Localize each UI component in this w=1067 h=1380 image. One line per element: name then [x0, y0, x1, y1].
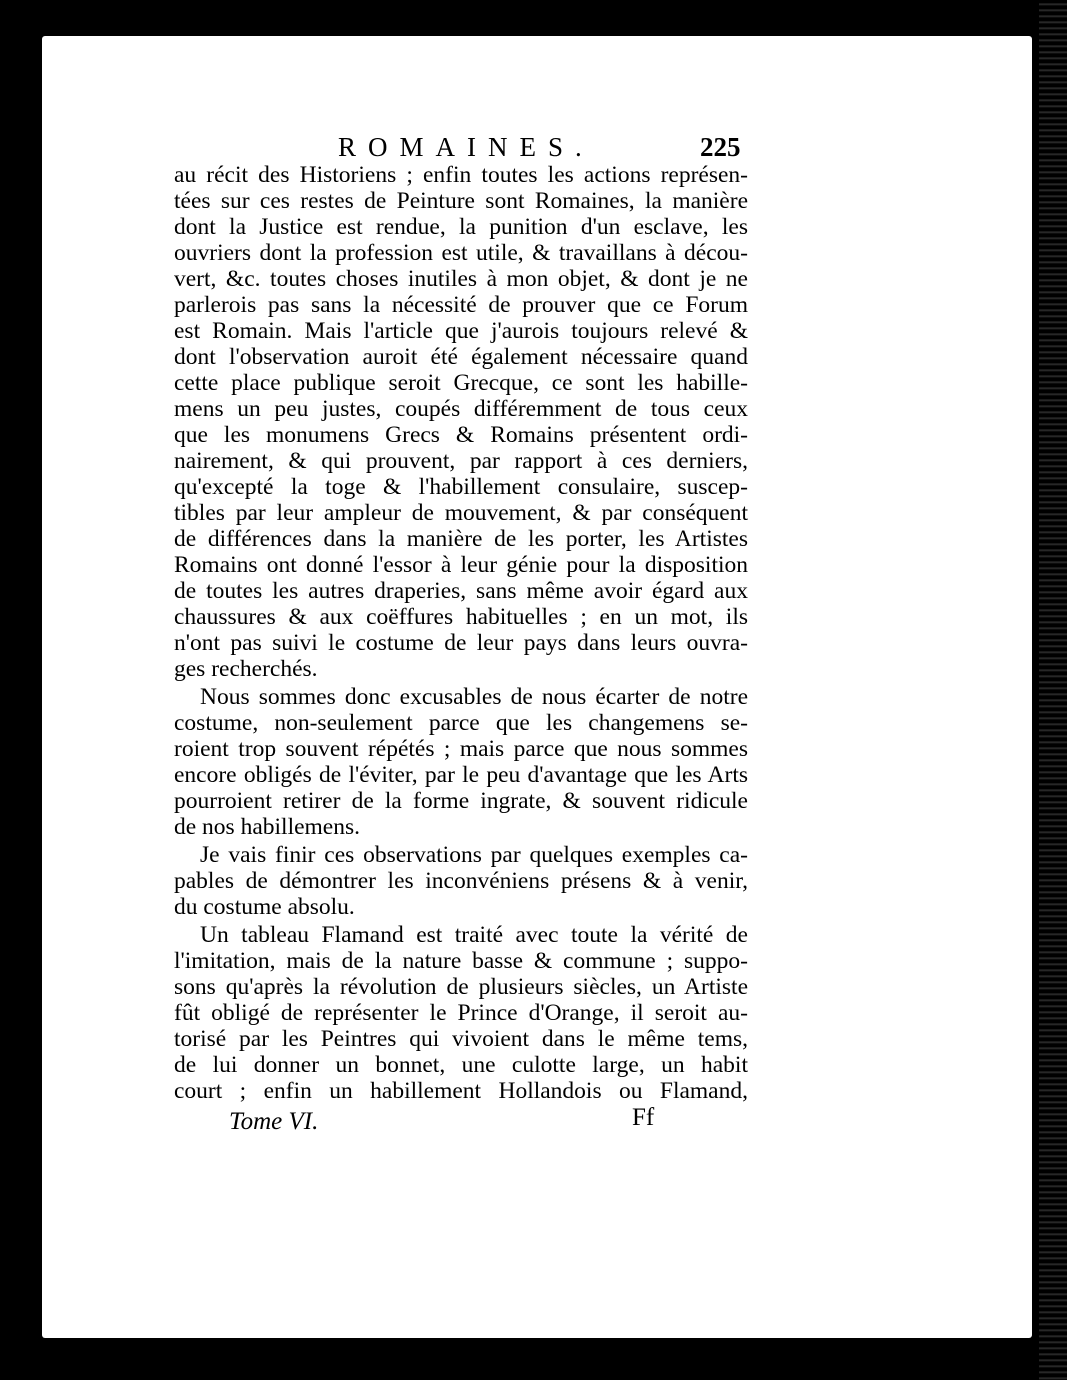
paragraph-start-line: Nous sommes donc excusables de nous écarter de notre [200, 684, 748, 710]
text-line: de toutes les autres draperies, sans même avoir égard aux [174, 578, 748, 604]
text-line: fût obligé de représenter le Prince d'Orange, il seroit au- [174, 1000, 748, 1026]
text-line: roient trop souvent répétés ; mais parce que nous sommes [174, 736, 748, 762]
text-line: costume, non-seulement parce que les changemens se- [174, 710, 748, 736]
paragraph-start-line: Un tableau Flamand est traité avec toute la vérité de [200, 922, 748, 948]
text-line: l'imitation, mais de la nature basse & commune ; suppo- [174, 948, 748, 974]
text-line: tées sur ces restes de Peinture sont Romaines, la manière [174, 188, 748, 214]
text-line: du costume absolu. [174, 894, 355, 920]
text-line: encore obligés de l'éviter, par le peu d'avantage que les Arts [174, 762, 748, 788]
text-line: au récit des Historiens ; enfin toutes les actions représen- [174, 162, 748, 188]
volume-label: Tome VI. [229, 1108, 319, 1135]
text-line: cette place publique seroit Grecque, ce sont les habille- [174, 370, 748, 396]
text-line: pourroient retirer de la forme ingrate, & souvent ridicule [174, 788, 748, 814]
text-line: dont l'observation auroit été également nécessaire quand [174, 344, 748, 370]
text-line: nairement, & qui prouvent, par rapport à ces derniers, [174, 448, 748, 474]
text-line: court ; enfin un habillement Hollandois ou Flamand, [174, 1078, 748, 1104]
paragraph-start-line: Je vais finir ces observations par quelques exemples ca- [200, 842, 748, 868]
page-number: 225 [700, 132, 741, 162]
text-line: n'ont pas suivi le costume de leur pays dans leurs ouvra- [174, 630, 748, 656]
text-line: de lui donner un bonnet, une culotte large, un habit [174, 1052, 748, 1078]
text-line: chaussures & aux coëffures habituelles ; en un mot, ils [174, 604, 748, 630]
text-line: mens un peu justes, coupés différemment de tous ceux [174, 396, 748, 422]
text-line: sons qu'après la révolution de plusieurs siècles, un Artiste [174, 974, 748, 1000]
text-line: de nos habillemens. [174, 814, 361, 840]
text-line: ouvriers dont la profession est utile, & travaillans à décou- [174, 240, 748, 266]
running-title: ROMAINES. [338, 132, 594, 162]
text-line: est Romain. Mais l'article que j'aurois toujours relevé & [174, 318, 748, 344]
signature-mark: Ff [632, 1104, 655, 1131]
text-line: tibles par leur ampleur de mouvement, & par conséquent [174, 500, 748, 526]
text-line: de différences dans la manière de les porter, les Artistes [174, 526, 748, 552]
text-line: que les monumens Grecs & Romains présentent ordi- [174, 422, 748, 448]
text-line: vert, &c. toutes choses inutiles à mon objet, & dont je ne [174, 266, 748, 292]
text-line: parlerois pas sans la nécessité de prouver que ce Forum [174, 292, 748, 318]
running-header [0, 132, 1067, 166]
text-line: torisé par les Peintres qui vivoient dans le même tems, [174, 1026, 748, 1052]
text-line: qu'excepté la toge & l'habillement consulaire, suscep- [174, 474, 748, 500]
text-line: Romains ont donné l'essor à leur génie pour la disposition [174, 552, 748, 578]
text-line: ges recherchés. [174, 656, 318, 682]
text-line: dont la Justice est rendue, la punition d'un esclave, les [174, 214, 748, 240]
text-line: pables de démontrer les inconvéniens présens & à venir, [174, 868, 748, 894]
scan-edge [1039, 0, 1067, 1380]
